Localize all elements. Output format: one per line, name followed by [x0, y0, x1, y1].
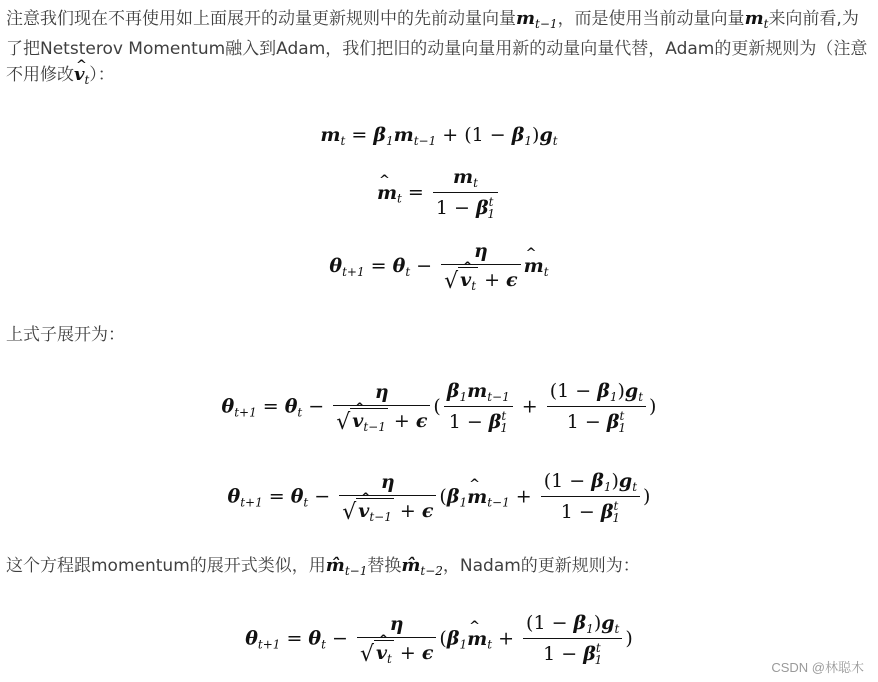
intro-text-4: ）： — [89, 65, 115, 85]
equation-momentum: $m_t = \beta_1m_{t-1} + (1 - \beta_1)g_t$ — [320, 124, 558, 148]
math-mhat-t-2: $m̂_{t-2}$ — [401, 555, 443, 578]
intro-text-2: ，而是使用当前动量向量 — [557, 9, 745, 29]
math-mhat-t-1: $m̂_{t-1}$ — [325, 555, 368, 578]
intro-text-3: 来向前看,为了把Netsterov Momentum融入到Adam，我们把旧的动量向量用新的动量向量代替，Adam的更新规则为（注意不用修改 — [6, 9, 868, 85]
equation-adam-update: $\theta_{t+1} = \theta_t$ − $\frac{\eta}{√\^{} v_t + \epsilon}$ ^ $m_t$ — [0, 240, 878, 294]
intro-paragraph — [6, 6, 870, 93]
equation-bias-correction: ^ $m_t$ = $\frac{m_t}{1 - \beta^t_1}$ — [0, 166, 878, 221]
intro-text-1: 注意我们现在不再使用如上面展开的动量更新规则中的先前动量向量 — [6, 9, 516, 29]
csdn-watermark: CSDN @林聪木 — [771, 660, 864, 675]
nadam-text-3: ，Nadam的更新规则为： — [442, 556, 640, 576]
equation-nadam: $\theta_{t+1} = \theta_t$ − $\frac{\eta}{√\^{} v_t + \epsilon}$ ($\beta_1\^{}$ $m_t$ + $\frac{(1 - \beta_1)g_t}{1 - \beta^t_1}$ ) — [0, 612, 878, 667]
nadam-text-2: 替换 — [367, 556, 402, 576]
nadam-paragraph — [6, 553, 870, 584]
nadam-text-1: 这个方程跟momentum的展开式类似，用 — [6, 556, 326, 576]
math-vhat: ^ $v_t$ — [74, 64, 89, 85]
math-m-prev: $m_{t-1}$ — [516, 8, 558, 31]
expand-label: 上式子展开为： — [6, 325, 125, 345]
equation-expanded-1: $\theta_{t+1} = \theta_t$ − $\frac{\eta}{√\^{} v_{t-1} + \epsilon}$ ( $\frac{\beta_1m_{t-1}}{1 - \beta^t_1}$ + $\frac{(1 - \beta_1)g_t}{1 - \beta^t_1}$ ) — [0, 380, 878, 435]
equation-expanded-2: $\theta_{t+1} = \theta_t$ − $\frac{\eta}{√\^{} v_{t-1} + \epsilon}$ ($\beta_1\^{}$ $m_{t-1}$ + $\frac{(1 - \beta_1)g_t}{1 - \beta^t_1}$ ) — [0, 470, 878, 525]
math-m-current: $m_t$ — [744, 8, 769, 31]
